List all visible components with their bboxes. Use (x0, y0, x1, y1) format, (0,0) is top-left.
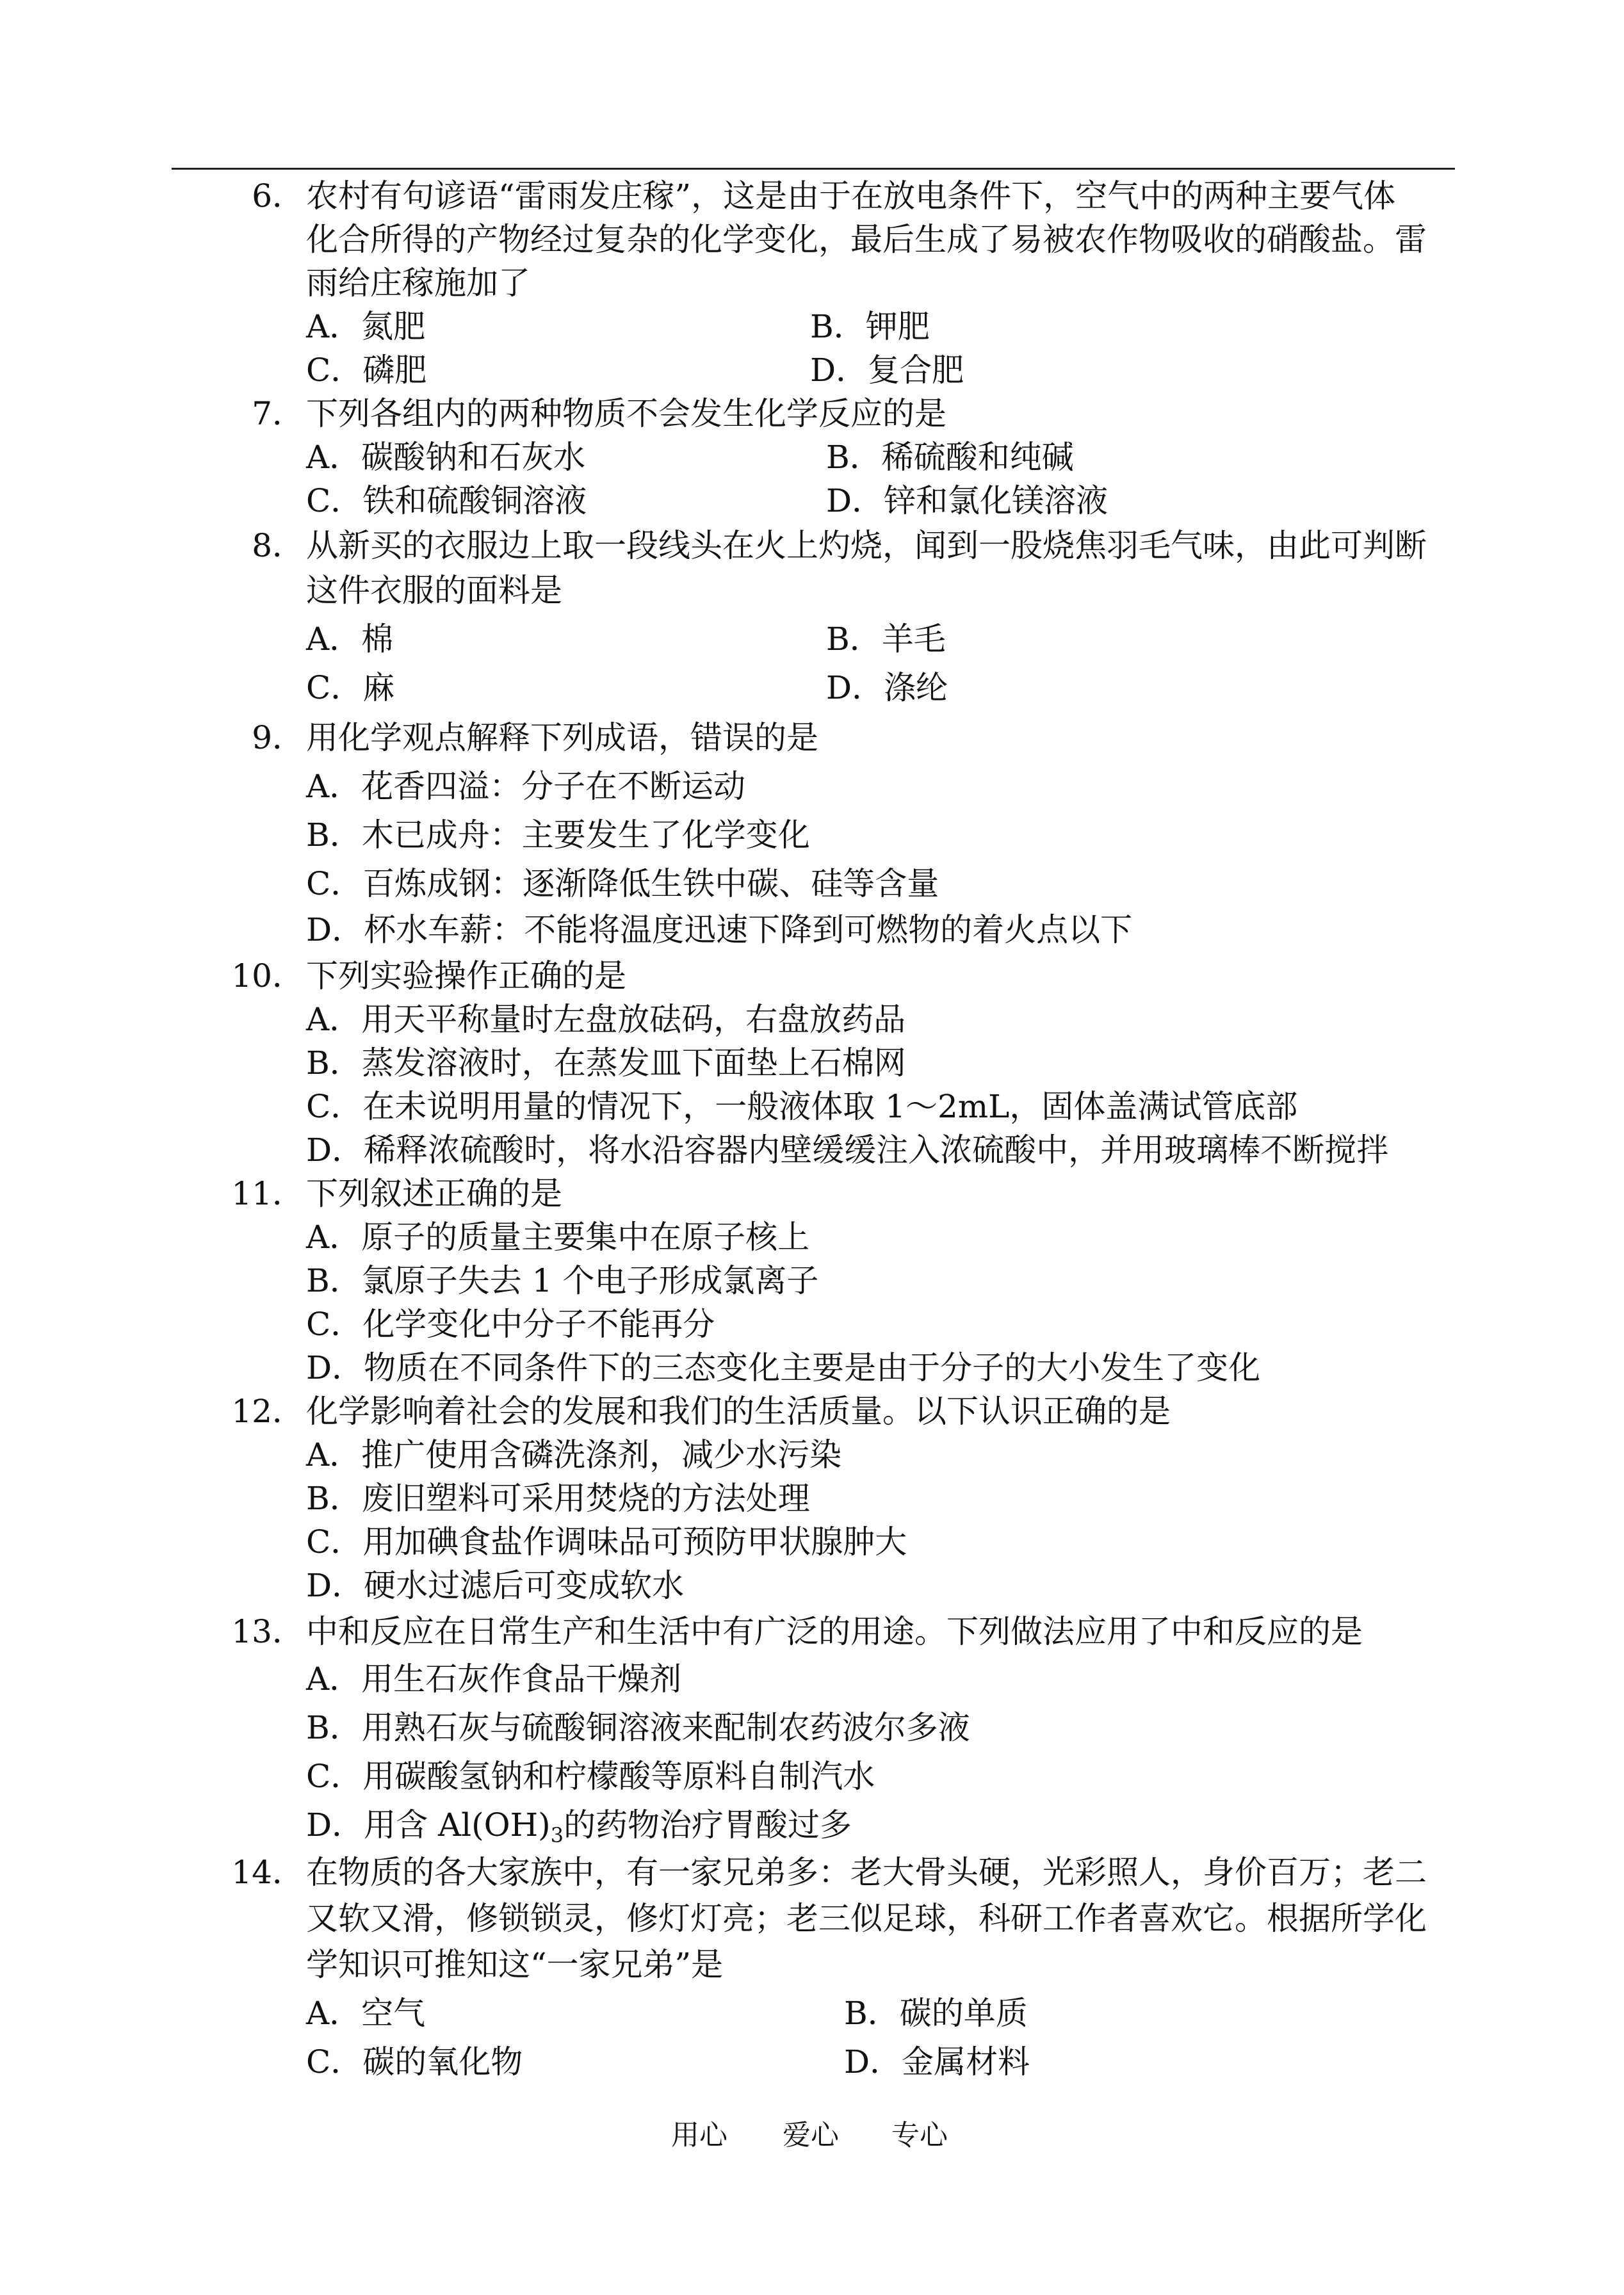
question-8-option-c: C．麻 (306, 669, 395, 706)
question-9-stem-line-1: 用化学观点解释下列成语，错误的是 (306, 719, 818, 756)
question-13-option-d (306, 1806, 852, 1854)
question-10-option-a: A．用天平称量时左盘放砝码，右盘放药品 (306, 1001, 906, 1038)
question-6-option-a: A．氮肥 (306, 308, 426, 345)
question-7-number: 7． (252, 395, 304, 432)
question-13-option-d-prefix: D．用含 Al(OH) (306, 1806, 551, 1844)
question-6-stem-line-1: 农村有句谚语“雷雨发庄稼”，这是由于在放电条件下，空气中的两种主要气体 (306, 177, 1396, 215)
question-6-option-b: B．钾肥 (810, 308, 930, 345)
question-9-number: 9． (252, 719, 304, 756)
question-6-option-c: C．磷肥 (306, 352, 427, 389)
question-11-option-b: B．氯原子失去 1 个电子形成氯离子 (306, 1262, 819, 1299)
question-10-option-c: C．在未说明用量的情况下，一般液体取 1～2mL，固体盖满试管底部 (306, 1088, 1298, 1125)
header-rule (172, 168, 1455, 170)
question-6-stem-line-2: 化合所得的产物经过复杂的化学变化，最后生成了易被农作物吸收的硝酸盐。雷 (306, 221, 1427, 258)
question-9-option-c: C．百炼成钢：逐渐降低生铁中碳、硅等含量 (306, 865, 939, 902)
question-12-option-b: B．废旧塑料可采用焚烧的方法处理 (306, 1480, 810, 1517)
question-11-option-d: D．物质在不同条件下的三态变化主要是由于分子的大小发生了变化 (306, 1349, 1261, 1386)
question-12-option-c: C．用加碘食盐作调味品可预防甲状腺肿大 (306, 1523, 907, 1561)
question-10-stem-line-1: 下列实验操作正确的是 (306, 957, 626, 994)
question-13-number: 13． (231, 1613, 304, 1650)
question-7-option-a: A．碳酸钠和石灰水 (306, 439, 586, 476)
question-6-stem-line-3: 雨给庄稼施加了 (306, 264, 530, 302)
question-9-option-b: B．木已成舟：主要发生了化学变化 (306, 816, 810, 854)
question-14-stem-line-1: 在物质的各大家族中，有一家兄弟多：老大骨头硬，光彩照人，身价百万；老二 (306, 1854, 1427, 1891)
question-9-option-d: D．杯水车薪：不能将温度迅速下降到可燃物的着火点以下 (306, 911, 1133, 948)
question-13-option-d-suffix: 的药物治疗胃酸过多 (564, 1806, 852, 1844)
question-11-stem-line-1: 下列叙述正确的是 (306, 1175, 562, 1212)
question-8-option-d: D．涤纶 (826, 669, 948, 706)
question-14-option-b: B．碳的单质 (844, 1995, 1028, 2032)
question-7-option-d: D．锌和氯化镁溶液 (826, 482, 1108, 519)
question-11-number: 11． (231, 1175, 304, 1212)
question-7-option-c: C．铁和硫酸铜溶液 (306, 482, 587, 519)
question-8-stem-line-2: 这件衣服的面料是 (306, 572, 562, 609)
question-11-option-c: C．化学变化中分子不能再分 (306, 1306, 715, 1343)
question-13-option-d-subscript: 3 (550, 1823, 564, 1847)
question-8-option-b: B．羊毛 (826, 620, 946, 658)
question-6-option-d: D．复合肥 (810, 352, 964, 389)
question-13-stem-line-1: 中和反应在日常生产和生活中有广泛的用途。下列做法应用了中和反应的是 (306, 1613, 1363, 1650)
question-11-option-a: A．原子的质量主要集中在原子核上 (306, 1219, 810, 1256)
footer-text-3: 专心 (891, 2119, 948, 2152)
question-14-stem-line-2: 又软又滑，修锁锁灵，修灯灯亮；老三似足球，科研工作者喜欢它。根据所学化 (306, 1900, 1427, 1937)
question-13-option-a: A．用生石灰作食品干燥剂 (306, 1660, 682, 1698)
question-6-number: 6． (252, 177, 304, 215)
question-14-option-d: D．金属材料 (844, 2043, 1030, 2080)
question-14-option-a: A．空气 (306, 1995, 426, 2032)
question-13-option-b: B．用熟石灰与硫酸铜溶液来配制农药波尔多液 (306, 1709, 970, 1746)
question-8-stem-line-1: 从新买的衣服边上取一段线头在火上灼烧，闻到一股烧焦羽毛气味，由此可判断 (306, 527, 1427, 564)
question-12-number: 12． (231, 1393, 304, 1430)
question-7-option-b: B．稀硫酸和纯碱 (826, 439, 1074, 476)
question-10-option-b: B．蒸发溶液时，在蒸发皿下面垫上石棉网 (306, 1044, 906, 1082)
question-10-number: 10． (231, 957, 304, 994)
question-14-number: 14． (231, 1854, 304, 1891)
question-7-stem-line-1: 下列各组内的两种物质不会发生化学反应的是 (306, 395, 946, 432)
footer-text-2: 爱心 (783, 2119, 839, 2152)
question-9-option-a: A．花香四溢：分子在不断运动 (306, 768, 746, 805)
footer-text-1: 用心 (671, 2119, 727, 2152)
question-8-option-a: A．棉 (306, 620, 394, 658)
question-10-option-d: D．稀释浓硫酸时，将水沿容器内壁缓缓注入浓硫酸中，并用玻璃棒不断搅拌 (306, 1131, 1389, 1169)
question-12-option-a: A．推广使用含磷洗涤剂，减少水污染 (306, 1436, 842, 1473)
question-13-option-c: C．用碳酸氢钠和柠檬酸等原料自制汽水 (306, 1758, 875, 1795)
question-14-option-c: C．碳的氧化物 (306, 2043, 523, 2080)
question-12-stem-line-1: 化学影响着社会的发展和我们的生活质量。以下认识正确的是 (306, 1393, 1171, 1430)
question-14-stem-line-3: 学知识可推知这“一家兄弟”是 (306, 1946, 724, 1983)
question-12-option-d: D．硬水过滤后可变成软水 (306, 1567, 685, 1604)
question-8-number: 8． (252, 527, 304, 564)
